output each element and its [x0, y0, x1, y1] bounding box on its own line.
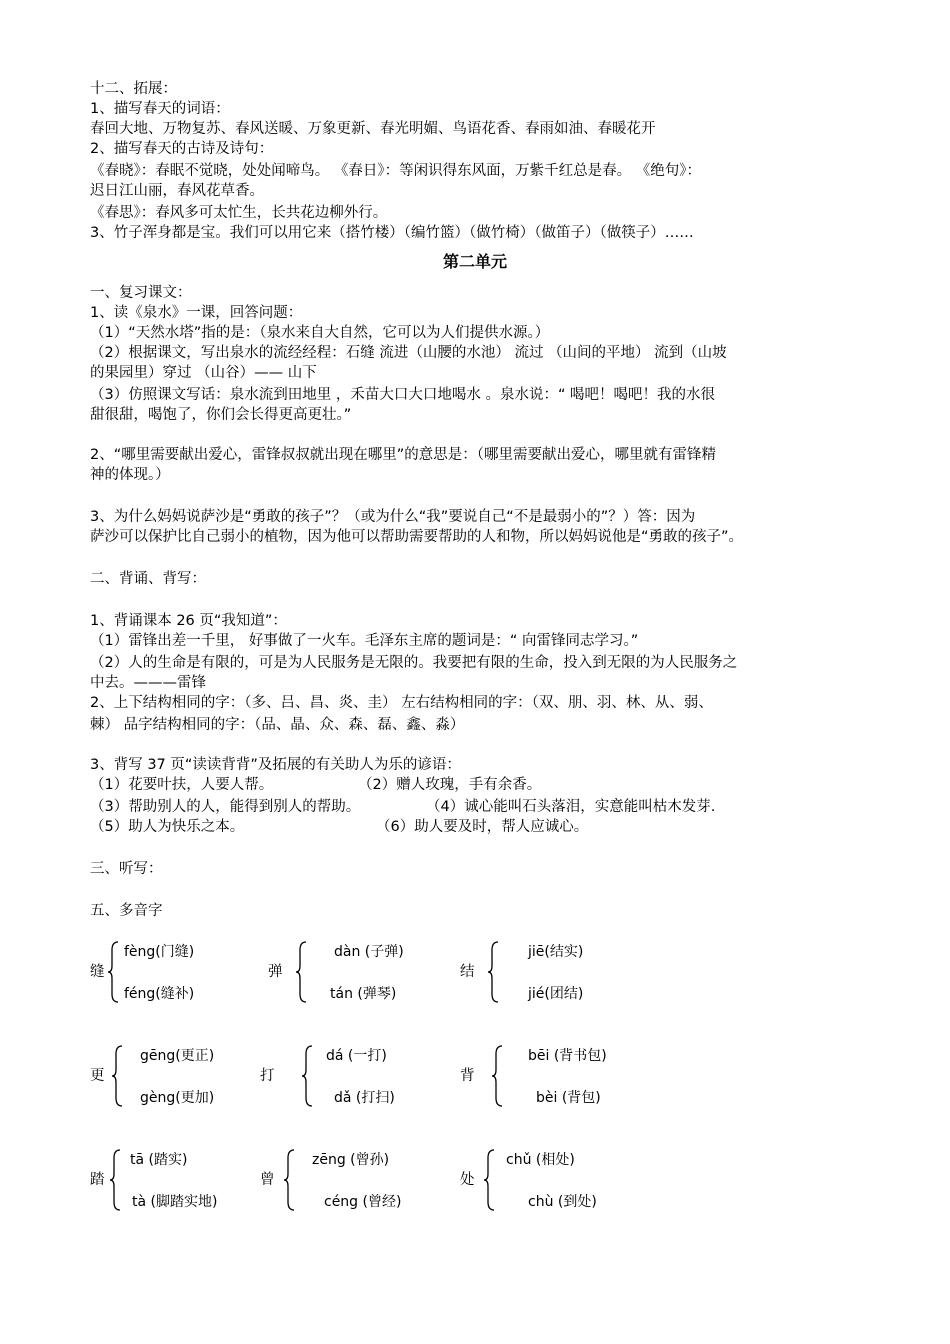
poem-line: 《春思》：春风多可太忙生，长共花边柳外行。: [90, 205, 388, 221]
polyphone-char: 踏: [90, 1172, 105, 1188]
reading: tán (弹琴): [330, 986, 397, 1002]
brace-icon: [294, 940, 310, 1004]
question-line: 3、背写 37 页“读读背背”及拓展的有关助人为乐的谚语：: [90, 757, 461, 773]
reading: bèi (背包): [536, 1090, 601, 1106]
polyphone-char: 背: [460, 1068, 475, 1084]
answer-line: 萨沙可以保护比自己弱小的植物，因为他可以帮助需要帮助的人和物，所以妈妈说他是“勇敢的孩子”。: [90, 529, 744, 545]
reading: jié(团结): [528, 986, 584, 1002]
subheading-spring-words: 1、描写春天的词语：: [90, 101, 230, 117]
reading: tà (脚踏实地): [132, 1194, 218, 1210]
polyphone-char: 缝: [90, 964, 105, 980]
reading: chù (到处): [528, 1194, 597, 1210]
bamboo-uses: 3、竹子浑身都是宝。我们可以用它来（搭竹楼）（编竹篮）（做竹椅）（做笛子）（做筷子）……: [90, 225, 694, 241]
reading: chǔ (相处): [506, 1152, 575, 1168]
poem-line: 《春晓》：春眠不觉晓，处处闻啼鸟。 《春日》：等闲识得东风面，万紫千红总是春。 《绝句》：: [90, 163, 701, 179]
section-heading-polyphones: 五、多音字: [90, 903, 163, 919]
proverb: （1）花要叶扶，人要人帮。: [90, 777, 274, 793]
reading: gēng(更正): [140, 1048, 215, 1064]
structure-chars: 棘） 品字结构相同的字：（品、晶、众、森、磊、鑫、淼）: [90, 717, 465, 733]
reading: féng(缝补): [124, 986, 195, 1002]
section-heading-review: 一、复习课文：: [90, 285, 192, 301]
brace-icon: [482, 1148, 498, 1212]
brace-icon: [300, 1044, 316, 1108]
reading: jiē(结实): [528, 944, 584, 960]
reading: dǎ (打扫): [334, 1090, 395, 1106]
proverb: （2）赠人玫瑰，手有余香。: [358, 777, 542, 793]
structure-chars: 2、上下结构相同的字：（多、吕、昌、炎、圭） 左右结构相同的字：（双、朋、羽、林、从、弱、: [90, 695, 713, 711]
polyphone-char: 结: [460, 964, 475, 980]
reading: zēng (曾孙): [312, 1152, 390, 1168]
section-heading-recite: 二、背诵、背写：: [90, 571, 206, 587]
reading: dàn (子弹): [334, 944, 404, 960]
answer-line: （1）“天然水塔”指的是：（泉水来自大自然，它可以为人们提供水源。）: [90, 325, 550, 341]
reading: fèng(门缝): [124, 944, 195, 960]
question-line: 3、为什么妈妈说萨沙是“勇敢的孩子”？（或为什么“我”要说自己“不是最弱小的”？）答：因为: [90, 509, 696, 525]
polyphone-char: 打: [260, 1068, 275, 1084]
brace-icon: [110, 1044, 126, 1108]
reading: dá (一打): [326, 1048, 387, 1064]
answer-line: （2）人的生命是有限的，可是为人民服务是无限的。我要把有限的生命，投入到无限的为人民服务之: [90, 655, 738, 671]
proverb: （5）助人为快乐之本。: [90, 819, 245, 835]
polyphone-char: 弹: [268, 964, 283, 980]
question-line: 1、读《泉水》一课，回答问题：: [90, 305, 303, 321]
subheading-spring-poems: 2、描写春天的古诗及诗句：: [90, 141, 274, 157]
section-heading-dictation: 三、听写：: [90, 861, 163, 877]
answer-line: 神的体现。）: [90, 467, 170, 483]
question-line: 2、“哪里需要献出爱心，雷锋叔叔就出现在哪里”的意思是：（哪里需要献出爱心，哪里就有雷锋精: [90, 447, 716, 463]
answer-line: 中去。———雷锋: [90, 675, 206, 691]
reading: bēi (背书包): [528, 1048, 607, 1064]
brace-icon: [282, 1148, 298, 1212]
answer-line: 甜很甜，喝饱了，你们会长得更高更壮。”: [90, 407, 352, 423]
proverb: （3）帮助别人的人，能得到别人的帮助。: [90, 799, 361, 815]
answer-line: 的果园里）穿过 （山谷）—— 山下: [90, 365, 317, 381]
reading: tā (踏实): [130, 1152, 188, 1168]
brace-icon: [108, 1148, 124, 1212]
polyphone-char: 更: [90, 1068, 105, 1084]
poem-line: 迟日江山丽，春风花草香。: [90, 183, 264, 199]
answer-line: （1）雷锋出差一千里， 好事做了一火车。毛泽东主席的题词是：“ 向雷锋同志学习。”: [90, 633, 639, 649]
reading: gèng(更加): [140, 1090, 215, 1106]
section-heading-extension: 十二、拓展：: [90, 81, 177, 97]
brace-icon: [106, 940, 122, 1004]
proverb: （6）助人要及时，帮人应诚心。: [376, 819, 589, 835]
proverb: （4）诚心能叫石头落泪，实意能叫枯木发芽.: [426, 799, 716, 815]
question-line: 1、背诵课本 26 页“我知道”：: [90, 613, 287, 629]
unit-title: 第二单元: [442, 252, 507, 271]
polyphone-char: 处: [460, 1172, 475, 1188]
reading: céng (曾经): [324, 1194, 402, 1210]
brace-icon: [490, 1044, 506, 1108]
brace-icon: [486, 940, 502, 1004]
answer-line: （3）仿照课文写话：泉水流到田地里 ，禾苗大口大口地喝水 。泉水说：“ 喝吧！喝吧！我的水很: [90, 387, 716, 403]
spring-words-list: 春回大地、万物复苏、春风送暖、万象更新、春光明媚、鸟语花香、春雨如油、春暖花开: [90, 121, 656, 137]
polyphone-char: 曾: [260, 1172, 275, 1188]
answer-line: （2）根据课文，写出泉水的流经经程：石缝 流进（山腰的水池） 流过 （山间的平地） 流到（山坡: [90, 345, 727, 361]
